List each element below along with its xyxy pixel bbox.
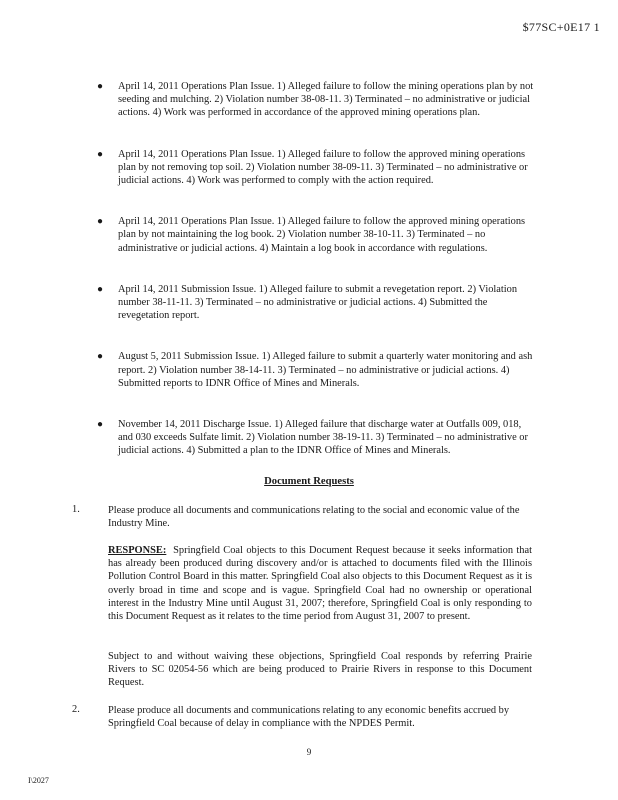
bates-header: $77SC+0E17 1 [522, 20, 600, 34]
violation-text: April 14, 2011 Submission Issue. 1) Alleged failure to submit a revegetation report. 2) Violation number 38-11-11. 3) Terminated – no administrative or judicial actions. 4) Submitted the revegetation report. [118, 283, 518, 322]
response-paragraph [108, 544, 532, 623]
response-text: Springfield Coal objects to this Document Request because it seeks information that has already been produced during discovery and/or is attached to documents filed with the Illinois Pollution Control Board in this matter. Springfield Coal also objects to this Document Request as it is overly broad in time and scope and is vague. Springfield Coal had no ownership or operational interest in the Industry Mine until August 31, 2007; therefore, Springfield Coal is only responding to this Document Request as it relates to the time period from August 31, 2007 to present. [108, 545, 532, 623]
violation-item [97, 283, 536, 323]
request-text: Please produce all documents and communications relating to any economic benefits accrued by Springfield Coal because of delay in compliance with the NPDES Permit. [108, 705, 510, 730]
bullet-icon: ● [97, 216, 104, 228]
violation-item [97, 418, 536, 458]
followup-paragraph: Subject to and without waiving these objections, Springfield Coal responds by referring Prairie Rivers to SC 02054-56 which are being produced to Prairie Rivers in response to this Document Request. [108, 651, 532, 689]
violation-text: August 5, 2011 Submission Issue. 1) Alleged failure to submit a quarterly water monitoring and ash report. 2) Violation number 38-14-11. 3) Terminated – no administrative or judicial actions. 4) Submitted reports to IDNR Office of Mines and Minerals. [118, 351, 533, 389]
bullet-icon: ● [97, 148, 104, 160]
request-number: 1. [72, 504, 80, 515]
bullet-icon: ● [97, 351, 104, 363]
bullet-icon: ● [97, 283, 104, 295]
section-heading: Document Requests [264, 476, 354, 487]
footer-doc-id: I\2027 [28, 776, 49, 785]
response-label: RESPONSE: [108, 545, 167, 556]
violation-item [97, 80, 536, 120]
page-number: 9 [306, 747, 312, 757]
violation-item [97, 215, 536, 255]
violation-text: November 14, 2011 Discharge Issue. 1) Alleged failure that discharge water at Outfalls 009, 018, and 030 exceeds Sulfate limit. 2) Violation number 38-19-11. 3) Terminated – no administrative or judicial actions. 4) Submitted a plan to the IDNR Office of Mines and Minerals. [118, 419, 528, 457]
violation-text: April 14, 2011 Operations Plan Issue. 1) Alleged failure to follow the approved mining operations plan by not removing top soil. 2) Violation number 38-09-11. 3) Terminated – no administrative or judicial actions. 4) Work was performed to comply with the action required. [118, 148, 528, 187]
violation-text: April 14, 2011 Operations Plan Issue. 1) Alleged failure to follow the approved mining operations plan by not maintaining the log book. 2) Violation number 38-10-11. 3) Terminated – no administrative or judicial actions. 4) Maintain a log book in accordance with regulations. [118, 216, 526, 254]
violation-item [97, 148, 536, 188]
request-text: Please produce all documents and communications relating to the social and economic value of the Industry Mine. [108, 505, 520, 530]
request-number: 2. [72, 704, 80, 715]
violations-list [97, 80, 536, 486]
bullet-icon: ● [97, 81, 104, 92]
bullet-icon: ● [97, 419, 104, 431]
violation-text: April 14, 2011 Operations Plan Issue. 1) Alleged failure to follow the mining operations plan by not seeding and mulching. 2) Violation number 38-08-11. 3) Terminated – no administrative or judicial actions. 4) Work was performed in accordance of the approved mining operations plan. [118, 81, 534, 119]
violation-item [97, 350, 536, 390]
